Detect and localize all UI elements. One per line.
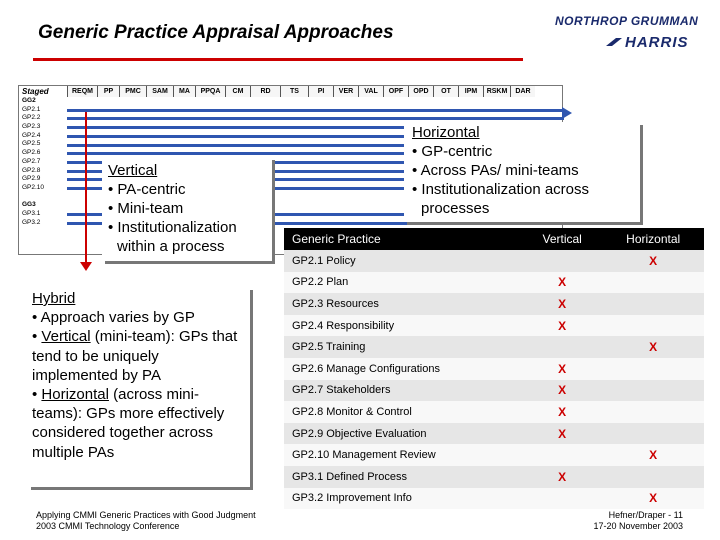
horizontal-mark-cell bbox=[602, 293, 704, 315]
harris-logo: HARRIS bbox=[625, 34, 689, 51]
gp-row-label: GP2.3 bbox=[22, 123, 41, 131]
table-body bbox=[284, 250, 704, 509]
pa-header-cell: TS bbox=[280, 86, 308, 97]
gp-name-cell: GP3.2 Improvement Info bbox=[284, 488, 522, 510]
vertical-bullet: • Institutionalization bbox=[108, 219, 237, 236]
horizontal-mark-cell: X bbox=[602, 488, 704, 510]
vertical-callout bbox=[102, 157, 272, 261]
horizontal-term: Horizontal bbox=[41, 386, 109, 404]
horizontal-mark-cell bbox=[602, 272, 704, 294]
pa-header-cell: MA bbox=[173, 86, 195, 97]
horizontal-mark-cell bbox=[602, 466, 704, 488]
horizontal-callout bbox=[404, 122, 640, 222]
footer-page-number: Hefner/Draper - 11 bbox=[608, 510, 683, 520]
table-row bbox=[284, 272, 704, 294]
gp-row-label: GP2.6 bbox=[22, 149, 41, 157]
table-row bbox=[284, 358, 704, 380]
hybrid-bullet-text: (across mini-teams): GPs more effectively considered together across multiple PAs bbox=[32, 386, 225, 461]
horizontal-mark-cell: X bbox=[602, 250, 704, 272]
pa-header-cell: OPD bbox=[408, 86, 433, 97]
table-row bbox=[284, 488, 704, 510]
table-row bbox=[284, 250, 704, 272]
table-row bbox=[284, 336, 704, 358]
table-row bbox=[284, 315, 704, 337]
pa-header-cell: IPM bbox=[458, 86, 483, 97]
gp-row-label: GP2.7 bbox=[22, 157, 41, 165]
table-row bbox=[284, 293, 704, 315]
bullet-mark: • bbox=[32, 328, 42, 346]
horizontal-mark-cell bbox=[602, 380, 704, 402]
gp-row-label: GP2.4 bbox=[22, 131, 41, 139]
pa-header-cell: CM bbox=[225, 86, 250, 97]
vertical-mark-cell: X bbox=[522, 380, 602, 402]
pa-header-cell: PP bbox=[97, 86, 119, 97]
gp-name-cell: GP2.10 Management Review bbox=[284, 444, 522, 466]
vertical-arrowhead-icon bbox=[80, 262, 92, 271]
footer-right bbox=[593, 510, 683, 532]
horizontal-mark-cell bbox=[602, 315, 704, 337]
gp-row-label: GP3.2 bbox=[22, 218, 41, 226]
gp-row-label: GP2.9 bbox=[22, 175, 41, 183]
gp-row-label: GG2 bbox=[22, 97, 36, 104]
vertical-term: Vertical bbox=[41, 328, 91, 346]
gp-name-cell: GP3.1 Defined Process bbox=[284, 466, 522, 488]
vertical-mark-cell bbox=[522, 250, 602, 272]
pa-header-cell: PMC bbox=[119, 86, 146, 97]
horizontal-mark-cell: X bbox=[602, 336, 704, 358]
horizontal-mark-cell bbox=[602, 401, 704, 423]
vertical-mark-cell: X bbox=[522, 466, 602, 488]
process-area-header bbox=[67, 86, 535, 97]
gp-name-cell: GP2.1 Policy bbox=[284, 250, 522, 272]
gp-name-cell: GP2.2 Plan bbox=[284, 272, 522, 294]
hybrid-bullet bbox=[32, 327, 246, 385]
hybrid-bullet-text: (mini-team): GPs that tend to be uniquely implemented by PA bbox=[32, 328, 238, 384]
horizontal-mark-cell: X bbox=[602, 444, 704, 466]
footer-date: 17-20 November 2003 bbox=[593, 521, 683, 531]
gp-row-label: GP2.1 bbox=[22, 105, 41, 113]
table-row bbox=[284, 444, 704, 466]
header-generic-practice: Generic Practice bbox=[284, 228, 522, 250]
horizontal-mark-cell bbox=[602, 423, 704, 445]
vertical-mark-cell bbox=[522, 488, 602, 510]
pa-header-cell: SAM bbox=[146, 86, 173, 97]
vertical-mark-cell bbox=[522, 444, 602, 466]
pa-header-cell: OPF bbox=[383, 86, 408, 97]
gp-row-label: GP2.8 bbox=[22, 166, 41, 174]
pa-header-cell: OT bbox=[433, 86, 458, 97]
pa-header-cell: REQM bbox=[67, 86, 97, 97]
footer-presentation-title: Applying CMMI Generic Practices with Good Judgment bbox=[36, 510, 256, 520]
table-row bbox=[284, 466, 704, 488]
footer-left bbox=[36, 510, 256, 532]
gp-row-label: GP2.2 bbox=[22, 114, 41, 122]
horizontal-bullet: • Across PAs/ mini-teams bbox=[412, 162, 579, 179]
vertical-bullet: • Mini-team bbox=[108, 200, 184, 217]
gp-row-label bbox=[22, 193, 44, 202]
vertical-mark-cell bbox=[522, 336, 602, 358]
horizontal-bullet: • GP-centric bbox=[412, 143, 493, 160]
vertical-arrow-line bbox=[85, 112, 87, 264]
horizontal-arrowhead-icon bbox=[562, 107, 572, 119]
gp-row-bar bbox=[67, 117, 564, 120]
pa-header-cell: VER bbox=[333, 86, 358, 97]
staged-label: Staged bbox=[22, 87, 49, 96]
footer-conference: 2003 CMMI Technology Conference bbox=[36, 521, 180, 531]
vertical-mark-cell: X bbox=[522, 315, 602, 337]
horizontal-heading: Horizontal bbox=[412, 124, 480, 141]
hybrid-heading: Hybrid bbox=[32, 290, 76, 307]
hybrid-bullet bbox=[32, 385, 246, 462]
gp-row-label: GP3.1 bbox=[22, 209, 41, 217]
pa-header-cell: DAR bbox=[510, 86, 535, 97]
vertical-mark-cell: X bbox=[522, 272, 602, 294]
vertical-bullet: within a process bbox=[117, 238, 225, 255]
horizontal-bullet: • Institutionalization across bbox=[412, 181, 590, 198]
hybrid-bullet: • Approach varies by GP bbox=[32, 309, 195, 327]
gp-name-cell: GP2.6 Manage Configurations bbox=[284, 358, 522, 380]
table-row bbox=[284, 423, 704, 445]
northrop-grumman-logo: NORTHROP GRUMMAN bbox=[555, 14, 699, 28]
gp-row-labels bbox=[22, 97, 44, 227]
pa-header-cell: VAL bbox=[358, 86, 383, 97]
gp-name-cell: GP2.7 Stakeholders bbox=[284, 380, 522, 402]
gp-row-label: GP2.10 bbox=[22, 183, 45, 191]
pa-header-cell: RSKM bbox=[483, 86, 510, 97]
harris-logo-mark-icon bbox=[606, 38, 622, 48]
vertical-bullet: • PA-centric bbox=[108, 181, 186, 198]
gp-name-cell: GP2.9 Objective Evaluation bbox=[284, 423, 522, 445]
horizontal-bullet: processes bbox=[421, 200, 490, 217]
gp-name-cell: GP2.8 Monitor & Control bbox=[284, 401, 522, 423]
table-row bbox=[284, 380, 704, 402]
vertical-mark-cell: X bbox=[522, 401, 602, 423]
gp-row-label: GG3 bbox=[22, 201, 36, 209]
pa-header-cell: PPQA bbox=[195, 86, 225, 97]
slide-title: Generic Practice Appraisal Approaches bbox=[38, 22, 394, 43]
vertical-heading: Vertical bbox=[108, 162, 158, 179]
header-horizontal: Horizontal bbox=[602, 228, 704, 250]
header-vertical: Vertical bbox=[522, 228, 602, 250]
pa-header-cell: RD bbox=[250, 86, 280, 97]
gp-row-bar bbox=[67, 109, 564, 112]
bullet-mark: • bbox=[32, 386, 42, 404]
vertical-mark-cell: X bbox=[522, 293, 602, 315]
gp-approach-table bbox=[284, 228, 704, 509]
hybrid-callout bbox=[28, 287, 250, 487]
table-header-row bbox=[284, 228, 704, 250]
vertical-mark-cell: X bbox=[522, 358, 602, 380]
vertical-mark-cell: X bbox=[522, 423, 602, 445]
table-row bbox=[284, 401, 704, 423]
title-divider bbox=[33, 58, 523, 61]
gp-name-cell: GP2.4 Responsibility bbox=[284, 315, 522, 337]
horizontal-mark-cell bbox=[602, 358, 704, 380]
gp-name-cell: GP2.5 Training bbox=[284, 336, 522, 358]
gp-name-cell: GP2.3 Resources bbox=[284, 293, 522, 315]
gp-row-label: GP2.5 bbox=[22, 140, 41, 148]
pa-header-cell: PI bbox=[308, 86, 333, 97]
